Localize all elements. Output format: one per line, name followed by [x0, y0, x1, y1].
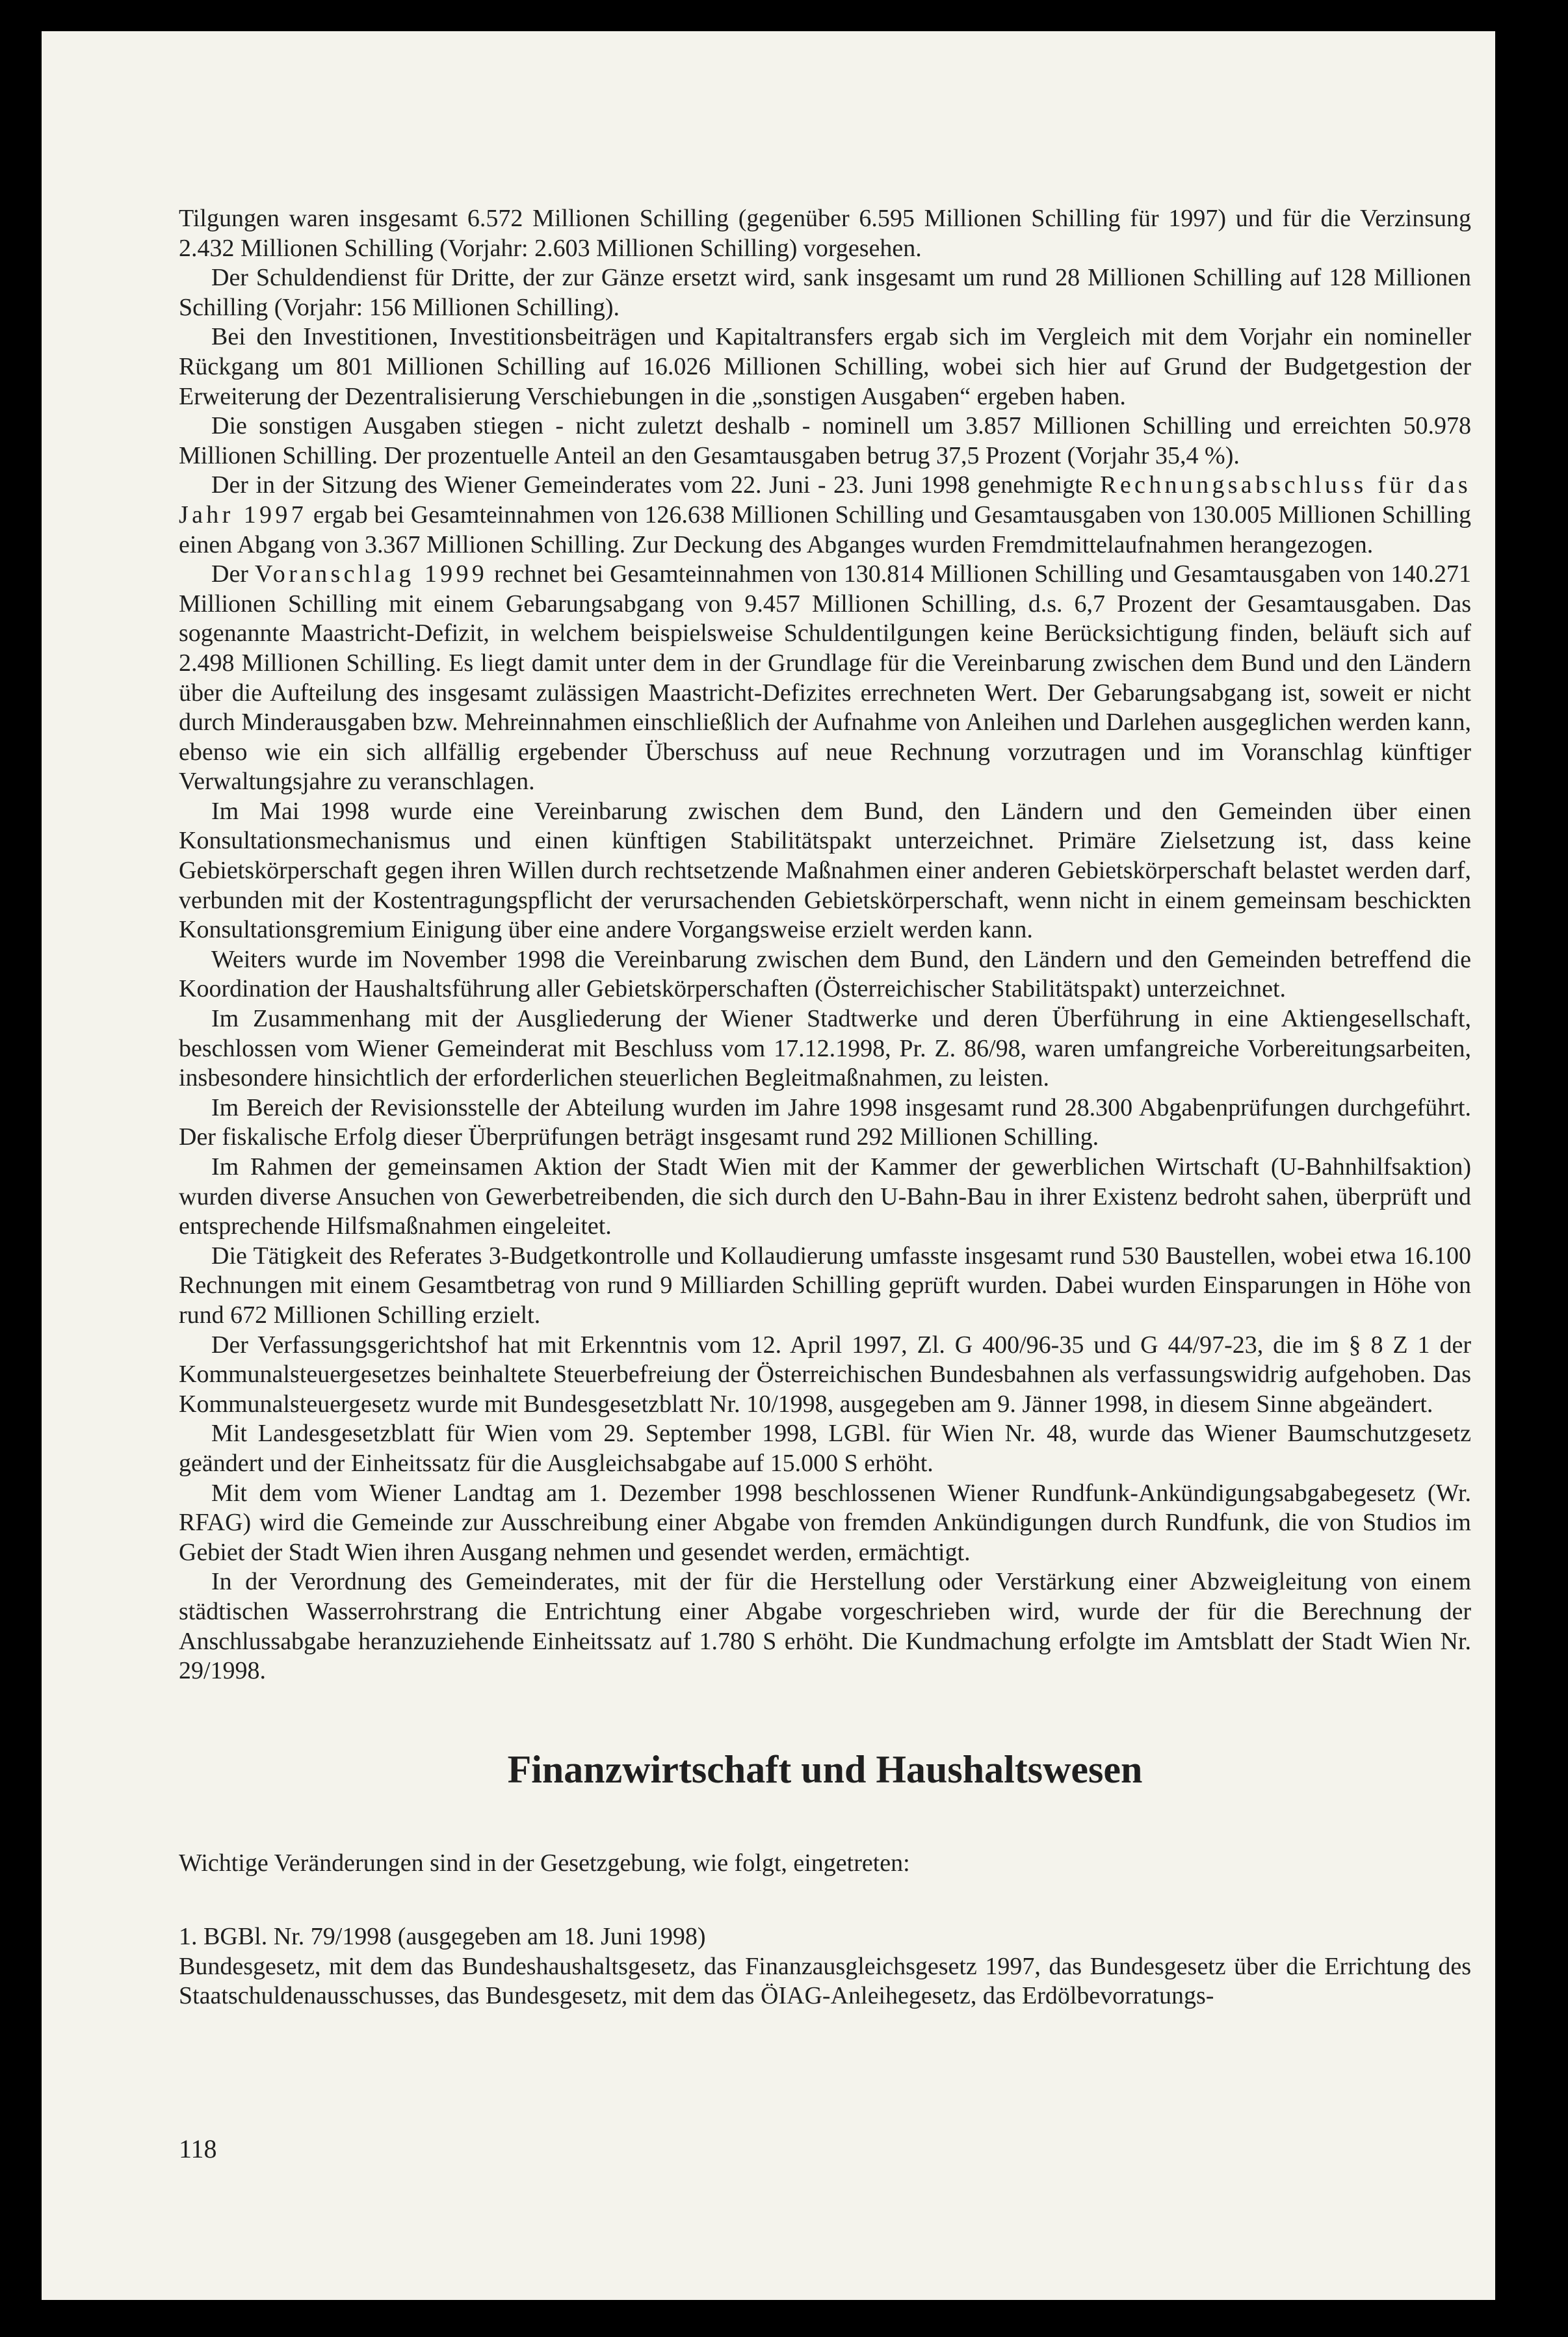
emphasized-term: Voranschlag 1999 — [254, 560, 488, 588]
body-paragraph — [179, 1419, 1471, 1478]
paragraph-text: Die Tätigkeit des Referates 3-Budgetkontrolle und Kollaudierung umfasste insgesamt rund 530 Baustellen, wobei etwa 16.100 Rechnungen mit einem Gesamtbetrag von rund 9 Milliarden Schilling geprüft wurden. Dabei wurden Einsparungen in Höhe von rund 672 Millionen Schilling erzielt. — [179, 1242, 1471, 1329]
body-paragraph — [179, 1093, 1471, 1153]
paragraph-text: Tilgungen waren insgesamt 6.572 Millionen Schilling (gegenüber 6.595 Millionen Schilling für 1997) und für die Verzinsung 2.432 Millionen Schilling (Vorjahr: 2.603 Millionen Schilling) vorgesehen. — [179, 205, 1471, 262]
paragraph-text: Im Zusammenhang mit der Ausgliederung der Wiener Stadtwerke und deren Überführung in eine Aktiengesellschaft, beschlossen vom Wiener Gemeinderat mit Beschluss vom 17.12.1998, Pr. Z. 86/98, waren umfangreiche Vorbereitungsarbeiten, insbesondere hinsichtlich der erforderlichen steuerlichen Begleitmaßnahmen, zu leisten. — [179, 1005, 1471, 1092]
body-paragraph — [179, 1242, 1471, 1331]
paragraph-text: Der Schuldendienst für Dritte, der zur Gänze ersetzt wird, sank insgesamt um rund 28 Millionen Schilling auf 128 Millionen Schilling (Vorjahr: 156 Millionen Schilling). — [179, 264, 1471, 321]
paragraph-text: Der in der Sitzung des Wiener Gemeinderates vom 22. Juni - 23. Juni 1998 genehmigte — [211, 471, 1101, 499]
body-paragraph — [179, 471, 1471, 560]
body-paragraph — [179, 945, 1471, 1004]
paragraph-text: Weiters wurde im November 1998 die Vereinbarung zwischen dem Bund, den Ländern und den Gemeinden betreffend die Koordination der Haushaltsführung aller Gebietskörperschaften (Österreichischer Stabilitätspakt) unterzeichnet. — [179, 945, 1471, 1003]
paragraph-text: Mit dem vom Wiener Landtag am 1. Dezember 1998 beschlossenen Wiener Rundfunk-Ankündigungsabgabegesetz (Wr. RFAG) wird die Gemeinde zur Ausschreibung einer Abgabe von fremden Ankündigungen durch Rundfunk, die von Studios im Gebiet der Stadt Wien ihren Ausgang nehmen und gesendet werden, ermächtigt. — [179, 1479, 1471, 1566]
body-paragraph — [179, 797, 1471, 945]
paragraph-text: Die sonstigen Ausgaben stiegen - nicht zuletzt deshalb - nominell um 3.857 Millionen Schilling und erreichten 50.978 Millionen Schilling. Der prozentuelle Anteil an den Gesamtausgaben betrug 37,5 Prozent (Vorjahr 35,4 %). — [179, 412, 1471, 469]
paragraph-text: Der — [211, 560, 255, 588]
section-heading: Finanzwirtschaft und Haushaltswesen — [507, 1747, 1143, 1791]
paragraph-text: Im Mai 1998 wurde eine Vereinbarung zwischen dem Bund, den Ländern und den Gemeinden über einen Konsultationsmechanismus und einen künftigen Stabilitätspakt unterzeichnet. Primäre Zielsetzung ist, dass keine Gebietskörperschaft gegen ihren Willen durch rechtsetzende Maßnahmen einer anderen Gebietskörperschaft belastet werden darf, verbunden mit der Kostentragungspflicht der verursachenden Gebietskörperschaft, wenn nicht in einem gemeinsam beschickten Konsultationsgremium Einigung über eine andere Vorgangsweise erzielt werden kann. — [179, 797, 1471, 944]
body-paragraph — [179, 204, 1471, 263]
section-intro: Wichtige Veränderungen sind in der Gesetzgebung, wie folgt, eingetreten: — [179, 1849, 910, 1877]
page-content — [179, 204, 1471, 2011]
body-paragraph — [179, 1153, 1471, 1242]
body-paragraphs — [179, 204, 1471, 1686]
paragraph-text: rechnet bei Gesamteinnahmen von 130.814 Millionen Schilling und Gesamtausgaben von 140.271 Millionen Schilling mit einem Gebarungsabgang von 9.457 Millionen Schilling, d.s. 6,7 Prozent der Gesamtausgaben. Das sogenannte Maastricht-Defizit, in welchem beispielsweise Schuldentilgungen keine Berücksichtigung finden, beläuft sich auf 2.498 Millionen Schilling. Es liegt damit unter dem in der Grundlage für die Vereinbarung zwischen dem Bund und den Ländern über die Aufteilung des insgesamt zulässigen Maastricht-Defizites errechneten Wert. Der Gebarungsabgang ist, soweit er nicht durch Minderausgaben bzw. Mehreinnahmen einschließlich der Aufnahme von Anleihen und Darlehen ausgeglichen werden kann, ebenso wie ein sich allfällig ergebender Überschuss auf neue Rechnung vorzutragen und im Voranschlag künftiger Verwaltungsjahre zu veranschlagen. — [179, 560, 1472, 796]
document-page — [42, 31, 1495, 2300]
paragraph-text: Im Bereich der Revisionsstelle der Abteilung wurden im Jahre 1998 insgesamt rund 28.300 Abgabenprüfungen durchgeführt. Der fiskalische Erfolg dieser Überprüfungen beträgt insgesamt rund 292 Millionen Schilling. — [179, 1093, 1471, 1151]
body-paragraph — [179, 263, 1471, 322]
emphasized-term: Rechnungsabschluss für das Jahr 1997 — [179, 471, 1471, 529]
paragraph-text: Im Rahmen der gemeinsamen Aktion der Stadt Wien mit der Kammer der gewerblichen Wirtschaft (U-Bahnhilfsaktion) wurden diverse Ansuchen von Gewerbetreibenden, die sich durch den U-Bahn-Bau in ihrer Existenz bedroht sahen, überprüft und entsprechende Hilfsmaßnahmen eingeleitet. — [179, 1153, 1471, 1240]
body-paragraph — [179, 1479, 1471, 1568]
paragraph-text: In der Verordnung des Gemeinderates, mit der für die Herstellung oder Verstärkung einer Abzweigleitung von einem städtischen Wasserrohrstrang die Entrichtung einer Abgabe vorgeschrieben wird, wurde der für die Berechnung der Anschlussabgabe heranzuziehende Einheitssatz auf 1.780 S erhöht. Die Kundmachung erfolgte im Amtsblatt der Stadt Wien Nr. 29/1998. — [179, 1568, 1471, 1685]
body-paragraph — [179, 560, 1471, 797]
body-paragraph — [179, 411, 1471, 471]
body-paragraph — [179, 1331, 1471, 1420]
paragraph-text: Der Verfassungsgerichtshof hat mit Erkenntnis vom 12. April 1997, Zl. G 400/96-35 und G 44/97-23, die im § 8 Z 1 der Kommunalsteuergesetzes beinhaltete Steuerbefreiung der Österreichischen Bundesbahnen als verfassungswidrig aufgehoben. Das Kommunalsteuergesetz wurde mit Bundesgesetzblatt Nr. 10/1998, ausgegeben am 9. Jänner 1998, in diesem Sinne abgeändert. — [179, 1331, 1471, 1418]
body-paragraph — [179, 322, 1471, 411]
law-item-title: 1. BGBl. Nr. 79/1998 (ausgegeben am 18. Juni 1998) — [179, 1923, 706, 1951]
body-paragraph — [179, 1567, 1471, 1686]
paragraph-text: Bei den Investitionen, Investitionsbeiträgen und Kapitaltransfers ergab sich im Vergleich mit dem Vorjahr ein nomineller Rückgang um 801 Millionen Schilling auf 16.026 Millionen Schilling, wobei sich hier auf Grund der Budgetgestion der Erweiterung der Dezentralisierung Verschiebungen in die „sonstigen Ausgaben“ ergeben haben. — [179, 323, 1471, 410]
paragraph-text: ergab bei Gesamteinnahmen von 126.638 Millionen Schilling und Gesamtausgaben von 130.005 Millionen Schilling einen Abgang von 3.367 Millionen Schilling. Zur Deckung des Abganges wurden Fremdmittelaufnahmen herangezogen. — [179, 501, 1471, 558]
body-paragraph — [179, 1004, 1471, 1093]
law-item-body: Bundesgesetz, mit dem das Bundeshaushaltsgesetz, das Finanzausgleichsgesetz 1997, das Bundesgesetz über die Errichtung des Staatschuldenausschusses, das Bundesgesetz, mit dem das ÖIAG-Anleihegesetz, das Erdölbevorratungs- — [179, 1952, 1471, 2010]
page-number: 118 — [179, 2134, 217, 2163]
paragraph-text: Mit Landesgesetzblatt für Wien vom 29. September 1998, LGBl. für Wien Nr. 48, wurde das Wiener Baumschutzgesetz geändert und der Einheitssatz für die Ausgleichsabgabe auf 15.000 S erhöht. — [179, 1420, 1471, 1477]
